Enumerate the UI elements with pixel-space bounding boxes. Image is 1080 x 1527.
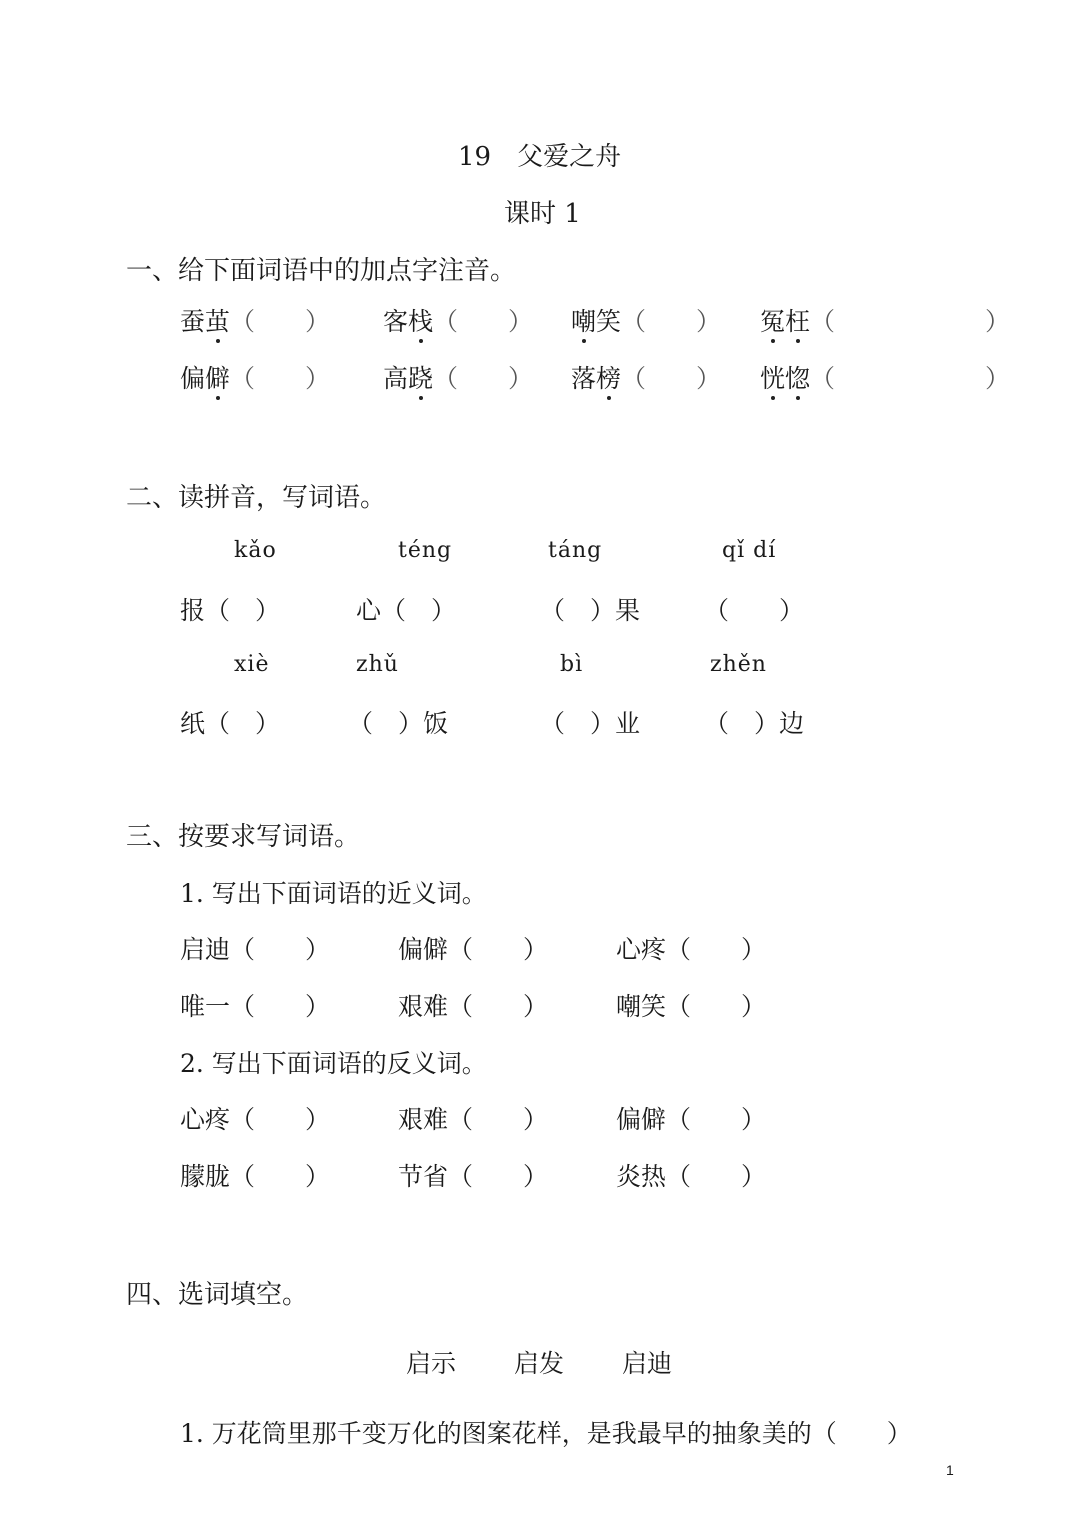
pinyin-answer-blank[interactable]: （ ） [704,596,805,625]
pinyin-annotation-item[interactable] [180,302,330,338]
dotted-character: 嘲 [571,302,596,338]
word-character: 落 [571,364,597,393]
pinyin-answer-blank[interactable]: （ ）边 [704,709,805,738]
word-character: 高 [383,364,409,393]
subquestion-antonyms: 2. 写出下面词语的反义词。 [180,1049,487,1078]
dotted-character: 惚 [785,359,810,395]
pinyin-annotation-item[interactable] [383,302,533,338]
page-title: 19 父爱之舟 [458,142,622,172]
pinyin-item: táng [548,538,603,563]
dotted-character: 茧 [205,302,230,338]
section-2-heading: 二、读拼音，写词语。 [126,483,387,513]
antonym-blank[interactable]: 炎热（ ） [616,1162,767,1191]
pinyin-item: zhěn [710,652,767,677]
pinyin-answer-blank[interactable]: （ ）饭 [348,709,449,738]
synonym-blank[interactable]: 启迪（ ） [180,935,331,964]
section-3-heading: 三、按要求写词语。 [126,822,361,852]
antonym-blank[interactable]: 心疼（ ） [180,1105,331,1134]
antonym-blank[interactable]: 偏僻（ ） [616,1105,767,1134]
subquestion-synonyms: 1. 写出下面词语的近义词。 [180,879,487,908]
answer-blank[interactable]: （ ） [810,364,1011,393]
pinyin-answer-blank[interactable]: 纸（ ） [180,709,281,738]
pinyin-annotation-item[interactable] [383,359,533,395]
pinyin-answer-blank[interactable]: （ ）果 [540,596,641,625]
antonym-blank[interactable]: 朦胧（ ） [180,1162,331,1191]
word-character: 笑 [596,307,622,336]
word-character: 蚕 [180,307,206,336]
dotted-character: 跷 [408,359,433,395]
page-number: 1 [946,1462,954,1478]
dotted-character: 榜 [596,359,621,395]
pinyin-answer-blank[interactable]: 心（ ） [356,596,457,625]
dotted-character: 枉 [785,302,810,338]
answer-blank[interactable]: （ ） [230,307,331,336]
synonym-blank[interactable]: 心疼（ ） [616,935,767,964]
word-option: 启示 [406,1349,457,1378]
word-character: 客 [383,307,409,336]
pinyin-item: bì [560,652,584,677]
fill-blank-question[interactable]: 1. 万花筒里那千变万化的图案花样，是我最早的抽象美的（ ） [180,1419,912,1448]
answer-blank[interactable]: （ ） [433,307,534,336]
pinyin-answer-blank[interactable]: （ ）业 [540,709,641,738]
pinyin-item: kǎo [234,538,277,563]
pinyin-annotation-item[interactable] [180,359,330,395]
word-character: 偏 [180,364,206,393]
answer-blank[interactable]: （ ） [810,307,1011,336]
answer-blank[interactable]: （ ） [621,364,722,393]
pinyin-answer-blank[interactable]: 报（ ） [180,596,281,625]
section-4-heading: 四、选词填空。 [126,1280,309,1310]
synonym-blank[interactable]: 唯一（ ） [180,992,331,1021]
answer-blank[interactable]: （ ） [230,364,331,393]
pinyin-annotation-item[interactable] [571,302,721,338]
antonym-blank[interactable]: 节省（ ） [398,1162,549,1191]
pinyin-annotation-item[interactable] [571,359,721,395]
pinyin-annotation-item[interactable] [760,359,1010,395]
answer-blank[interactable]: （ ） [433,364,534,393]
synonym-blank[interactable]: 艰难（ ） [398,992,549,1021]
dotted-character: 冤 [760,302,785,338]
word-option: 启迪 [622,1349,673,1378]
synonym-blank[interactable]: 偏僻（ ） [398,935,549,964]
pinyin-item: zhǔ [356,652,399,677]
answer-blank[interactable]: （ ） [621,307,722,336]
pinyin-item: téng [398,538,453,563]
dotted-character: 栈 [408,302,433,338]
pinyin-annotation-item[interactable] [760,302,1010,338]
pinyin-item: qǐ dí [722,538,777,563]
antonym-blank[interactable]: 艰难（ ） [398,1105,549,1134]
section-1-heading: 一、给下面词语中的加点字注音。 [126,256,517,286]
lesson-label: 课时 1 [504,199,581,229]
dotted-character: 恍 [760,359,785,395]
synonym-blank[interactable]: 嘲笑（ ） [616,992,767,1021]
dotted-character: 僻 [205,359,230,395]
pinyin-item: xiè [234,652,270,677]
word-option: 启发 [514,1349,565,1378]
